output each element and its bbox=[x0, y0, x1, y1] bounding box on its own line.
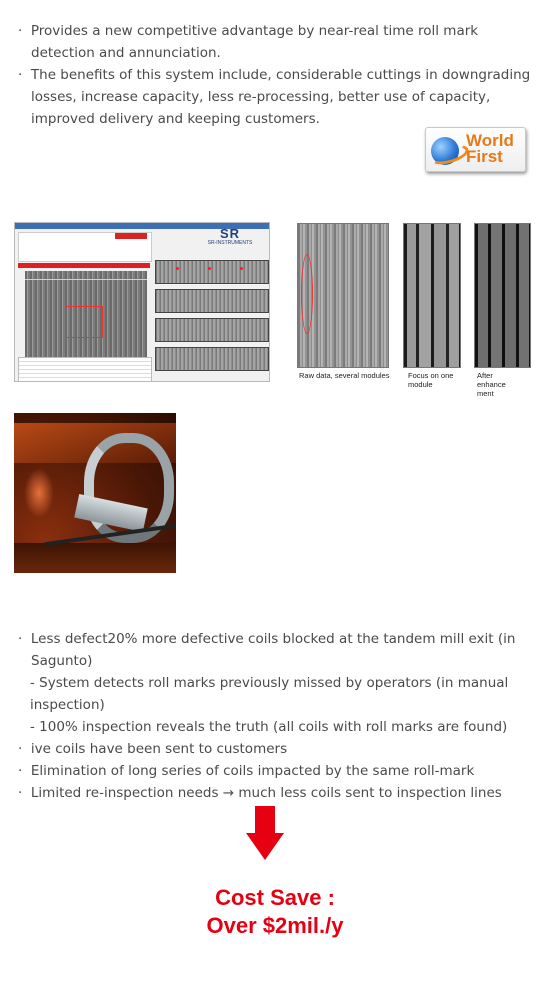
cost-save-label: Cost Save : bbox=[215, 885, 335, 910]
defect-highlight bbox=[301, 254, 313, 334]
focus-module-image bbox=[403, 223, 461, 368]
cost-save-callout bbox=[0, 884, 550, 940]
caption-focus-module: Focus on one module bbox=[408, 371, 454, 389]
coil-strip-2 bbox=[155, 289, 269, 313]
defect-image bbox=[25, 271, 147, 369]
bullet-less-defect: · Less defect20% more defective coils blocked at the tandem mill exit (in Sagunto) bbox=[18, 631, 516, 669]
coil-strip-3 bbox=[155, 318, 269, 342]
scan-line bbox=[25, 279, 147, 280]
after-enhancement-image bbox=[474, 223, 531, 368]
top-bullet-list bbox=[18, 20, 538, 130]
raw-data-image bbox=[297, 223, 389, 368]
world-first-logo bbox=[425, 127, 526, 172]
coil-strip-1 bbox=[155, 260, 269, 284]
results-table bbox=[18, 357, 152, 382]
sub-bullet-inspection: - 100% inspection reveals the truth (all coils with roll marks are found) bbox=[30, 719, 508, 735]
sub-bullet-detects: - System detects roll marks previously missed by operators (in manual inspection) bbox=[30, 675, 509, 713]
caption-raw-data: Raw data, several modules bbox=[299, 371, 390, 380]
software-screenshot bbox=[14, 222, 270, 382]
bullet-elimination: · Elimination of long series of coils impacted by the same roll-mark bbox=[18, 763, 475, 779]
bullet-coils-sent: · ive coils have been sent to customers bbox=[18, 741, 288, 757]
bullet-benefits: · The benefits of this system include, considerable cuttings in downgrading losses, increase capacity, less re-processing, better use of capacity, improved delivery and keeping customers. bbox=[18, 67, 531, 127]
bullet-reinspection: · Limited re-inspection needs → much less coils sent to inspection lines bbox=[18, 785, 502, 801]
bullet-competitive-advantage: · Provides a new competitive advantage by near-real time roll mark detection and annunciation. bbox=[18, 23, 479, 61]
alarm-bar bbox=[18, 263, 150, 268]
arrow-down-icon bbox=[246, 806, 284, 860]
logo-text: World First bbox=[466, 131, 514, 166]
defect-dot bbox=[208, 267, 211, 270]
caption-after-enhancement: After enhance ment bbox=[477, 371, 506, 398]
cost-save-value: Over $2mil./y bbox=[206, 913, 344, 938]
machine-photo bbox=[14, 413, 176, 573]
defect-dot bbox=[240, 267, 243, 270]
coil-strip-4 bbox=[155, 347, 269, 371]
bottom-bullet-list bbox=[18, 628, 538, 804]
defect-marker bbox=[65, 306, 103, 338]
defect-dot bbox=[176, 267, 179, 270]
alarm-button bbox=[115, 233, 147, 239]
sr-instruments-brand: SR SR-INSTRUMENTS bbox=[207, 226, 253, 246]
